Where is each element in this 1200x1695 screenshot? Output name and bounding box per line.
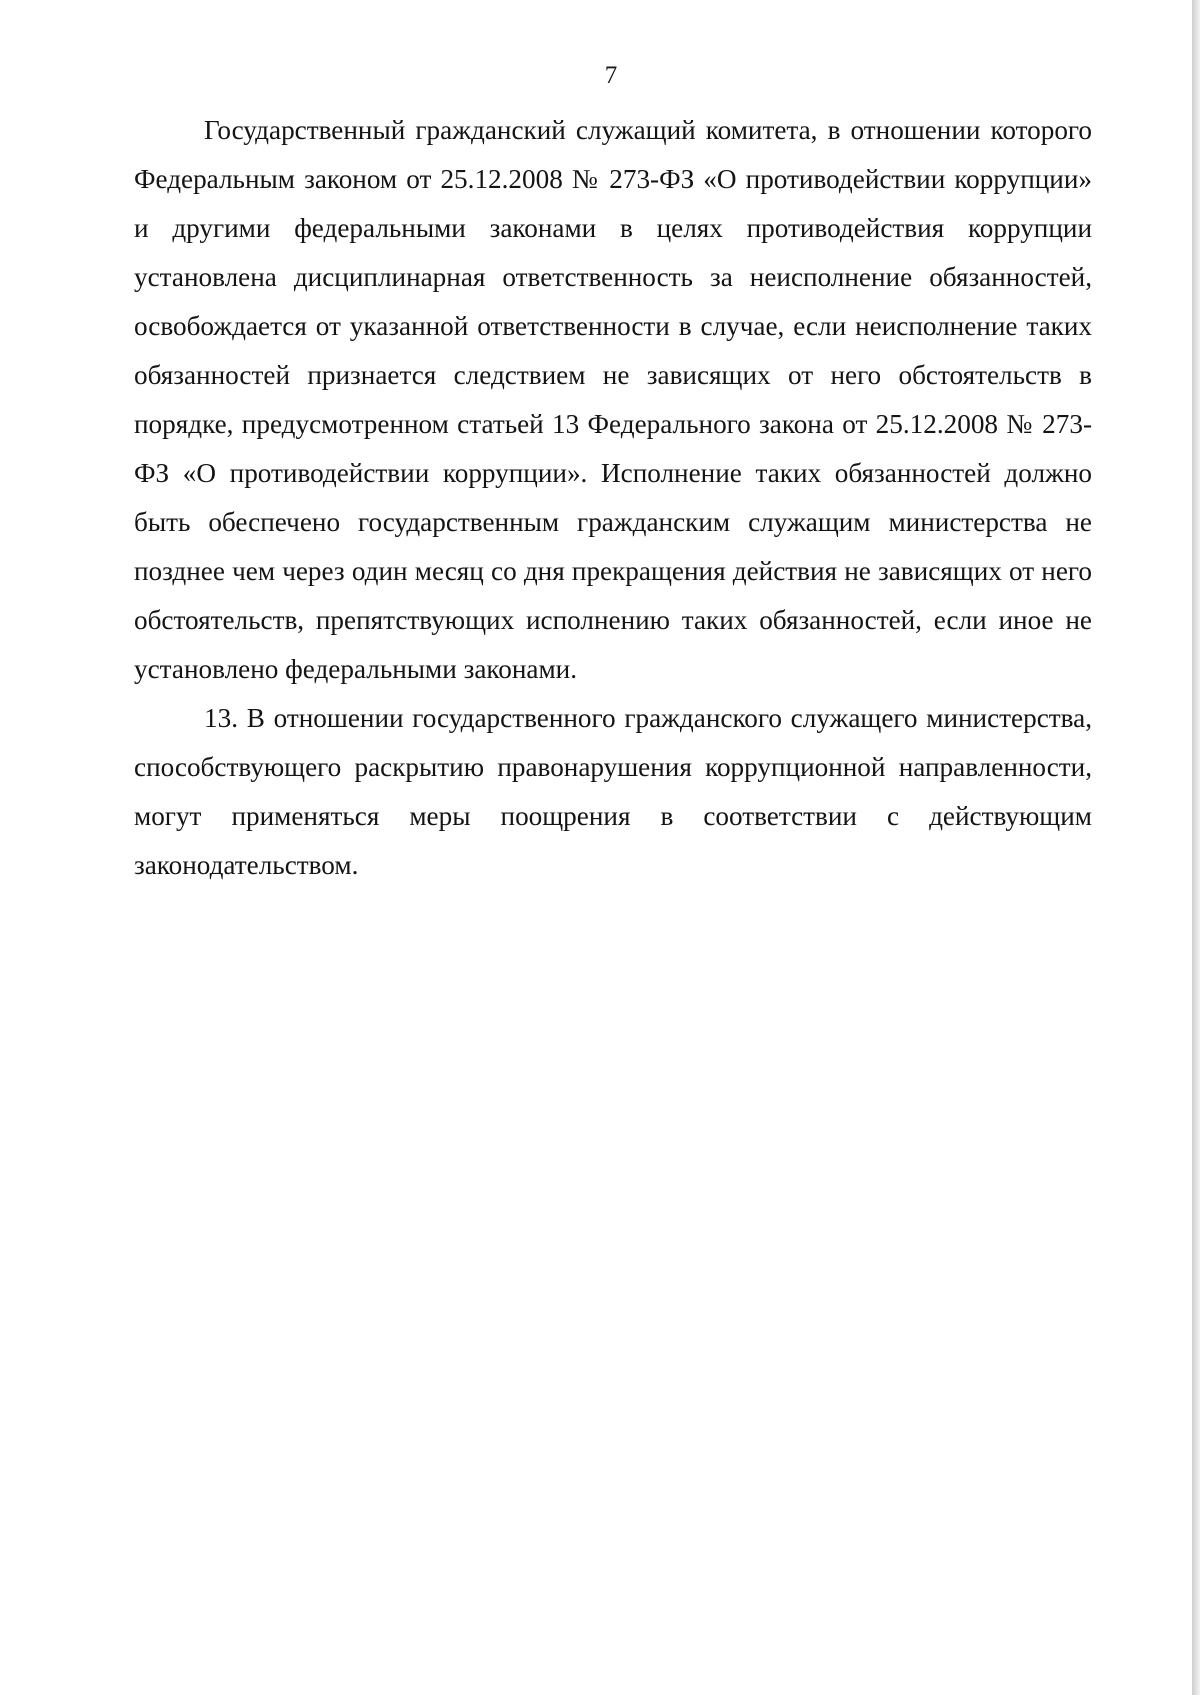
- page-edge: [1192, 0, 1200, 1695]
- paragraph-13-encouragement: 13. В отношении государственного гражданского служащего министерства, способствующего раскрытию правонарушения коррупционной направленности, могут применяться меры поощрения в соответствии с действующим законодательством.: [134, 703, 1092, 880]
- document-body: [134, 106, 1092, 890]
- page-number: 7: [604, 62, 618, 89]
- paragraph-responsibility-exemption: Государственный гражданский служащий комитета, в отношении которого Федеральным законом от 25.12.2008 № 273-ФЗ «О противодействии коррупции» и другими федеральными законами в целях противодействия коррупции установлена дисциплинарная ответственность за неисполнение обязанностей, освобождается от указанной ответственности в случае, если неисполнение таких обязанностей признается следствием не зависящих от него обстоятельств в порядке, предусмотренном статьей 13 Федерального закона от 25.12.2008 № 273-ФЗ «О противодействии коррупции». Исполнение таких обязанностей должно быть обеспечено государственным гражданским служащим министерства не позднее чем через один месяц со дня прекращения действия не зависящих от него обстоятельств, препятствующих исполнению таких обязанностей, если иное не установлено федеральными законами.: [134, 115, 1092, 684]
